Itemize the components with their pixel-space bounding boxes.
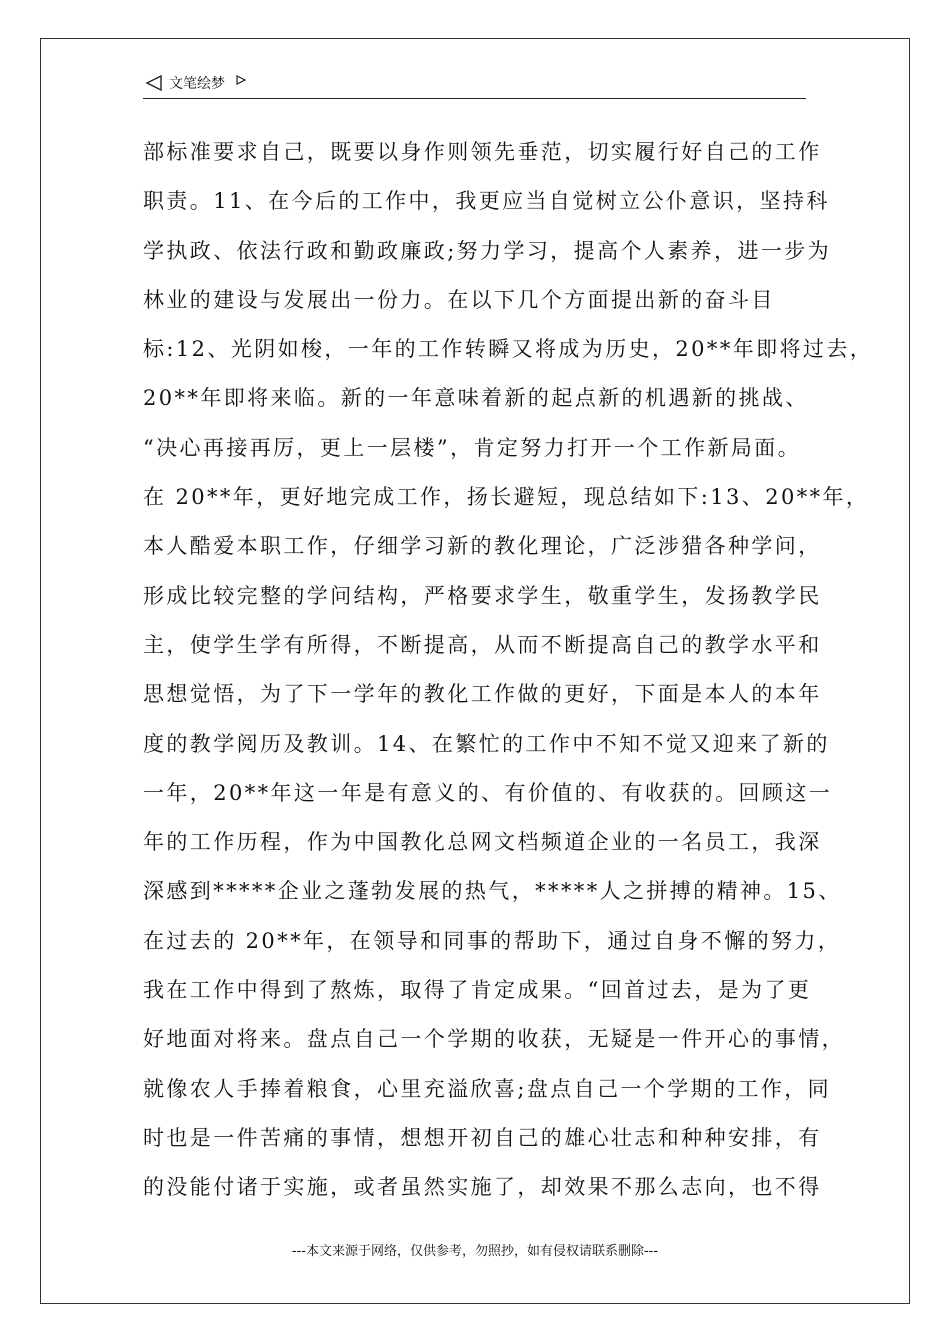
right-triangle-outline-icon [235, 74, 247, 86]
text-line: 本人酷爱本职工作，仔细学习新的教化理论，广泛涉猎各种学问， [143, 534, 822, 559]
text-line: 部标准要求自己，既要以身作则领先垂范，切实履行好自己的工作 [143, 140, 822, 164]
text-line: 职责。11、在今后的工作中，我更应当自觉树立公仆意识，坚持科 [143, 189, 830, 214]
text-line: 的没能付诸于实施，或者虽然实施了，却效果不那么志向，也不得 [143, 1175, 822, 1200]
text-line: 时也是一件苦痛的事情，想想开初自己的雄心壮志和种种安排，有 [143, 1125, 822, 1150]
text-line: 思想觉悟，为了下一学年的教化工作做的更好，下面是本人的本年 [143, 682, 822, 707]
header-title: 文笔绘梦 [169, 76, 225, 92]
text-line: “决心再接再厉，更上一层楼”，肯定努力打开一个工作新局面。 [143, 435, 802, 460]
text-line: 在 20**年，更好地完成工作，扬长避短，现总结如下:13、20**年， [143, 485, 870, 510]
text-line: 标:12、光阴如梭，一年的工作转瞬又将成为历史，20**年即将过去， [143, 337, 874, 362]
text-line: 深感到*****企业之蓬勃发展的热气，*****人之拼搏的精神。15、 [143, 879, 842, 904]
text-line: 20**年即将来临。新的一年意味着新的起点新的机遇新的挑战、 [143, 386, 809, 411]
text-line: 林业的建设与发展出一份力。在以下几个方面提出新的奋斗目 [143, 287, 775, 312]
text-line: 一年，20**年这一年是有意义的、有价值的、有收获的。回顾这一 [143, 780, 833, 805]
text-line: 就像农人手捧着粮食，心里充溢欣喜;盘点自己一个学期的工作，同 [143, 1076, 832, 1101]
text-line: 度的教学阅历及教训。14、在繁忙的工作中不知不觉又迎来了新的 [143, 731, 830, 756]
text-line: 学执政、依法行政和勤政廉政;努力学习，提高个人素养，进一步为 [143, 238, 832, 263]
text-line: 在过去的 20**年，在领导和同事的帮助下，通过自身不懈的努力， [143, 928, 842, 953]
text-line: 主，使学生学有所得，不断提高，从而不断提高自己的教学水平和 [143, 632, 822, 657]
page-footer: ---本文来源于网络，仅供参考，勿照抄，如有侵权请联系删除--- [291, 1244, 659, 1259]
text-line: 年的工作历程，作为中国教化总网文档频道企业的一名员工，我深 [143, 830, 822, 855]
text-line: 形成比较完整的学问结构，严格要求学生，敬重学生，发扬教学民 [143, 583, 822, 608]
page-header [143, 72, 806, 99]
text-line: 好地面对将来。盘点自己一个学期的收获，无疑是一件开心的事情， [143, 1027, 845, 1052]
document-body [143, 128, 874, 1213]
left-triangle-outline-icon [145, 74, 163, 92]
text-line: 我在工作中得到了熬炼，取得了肯定成果。“回首过去，是为了更 [143, 978, 812, 1003]
